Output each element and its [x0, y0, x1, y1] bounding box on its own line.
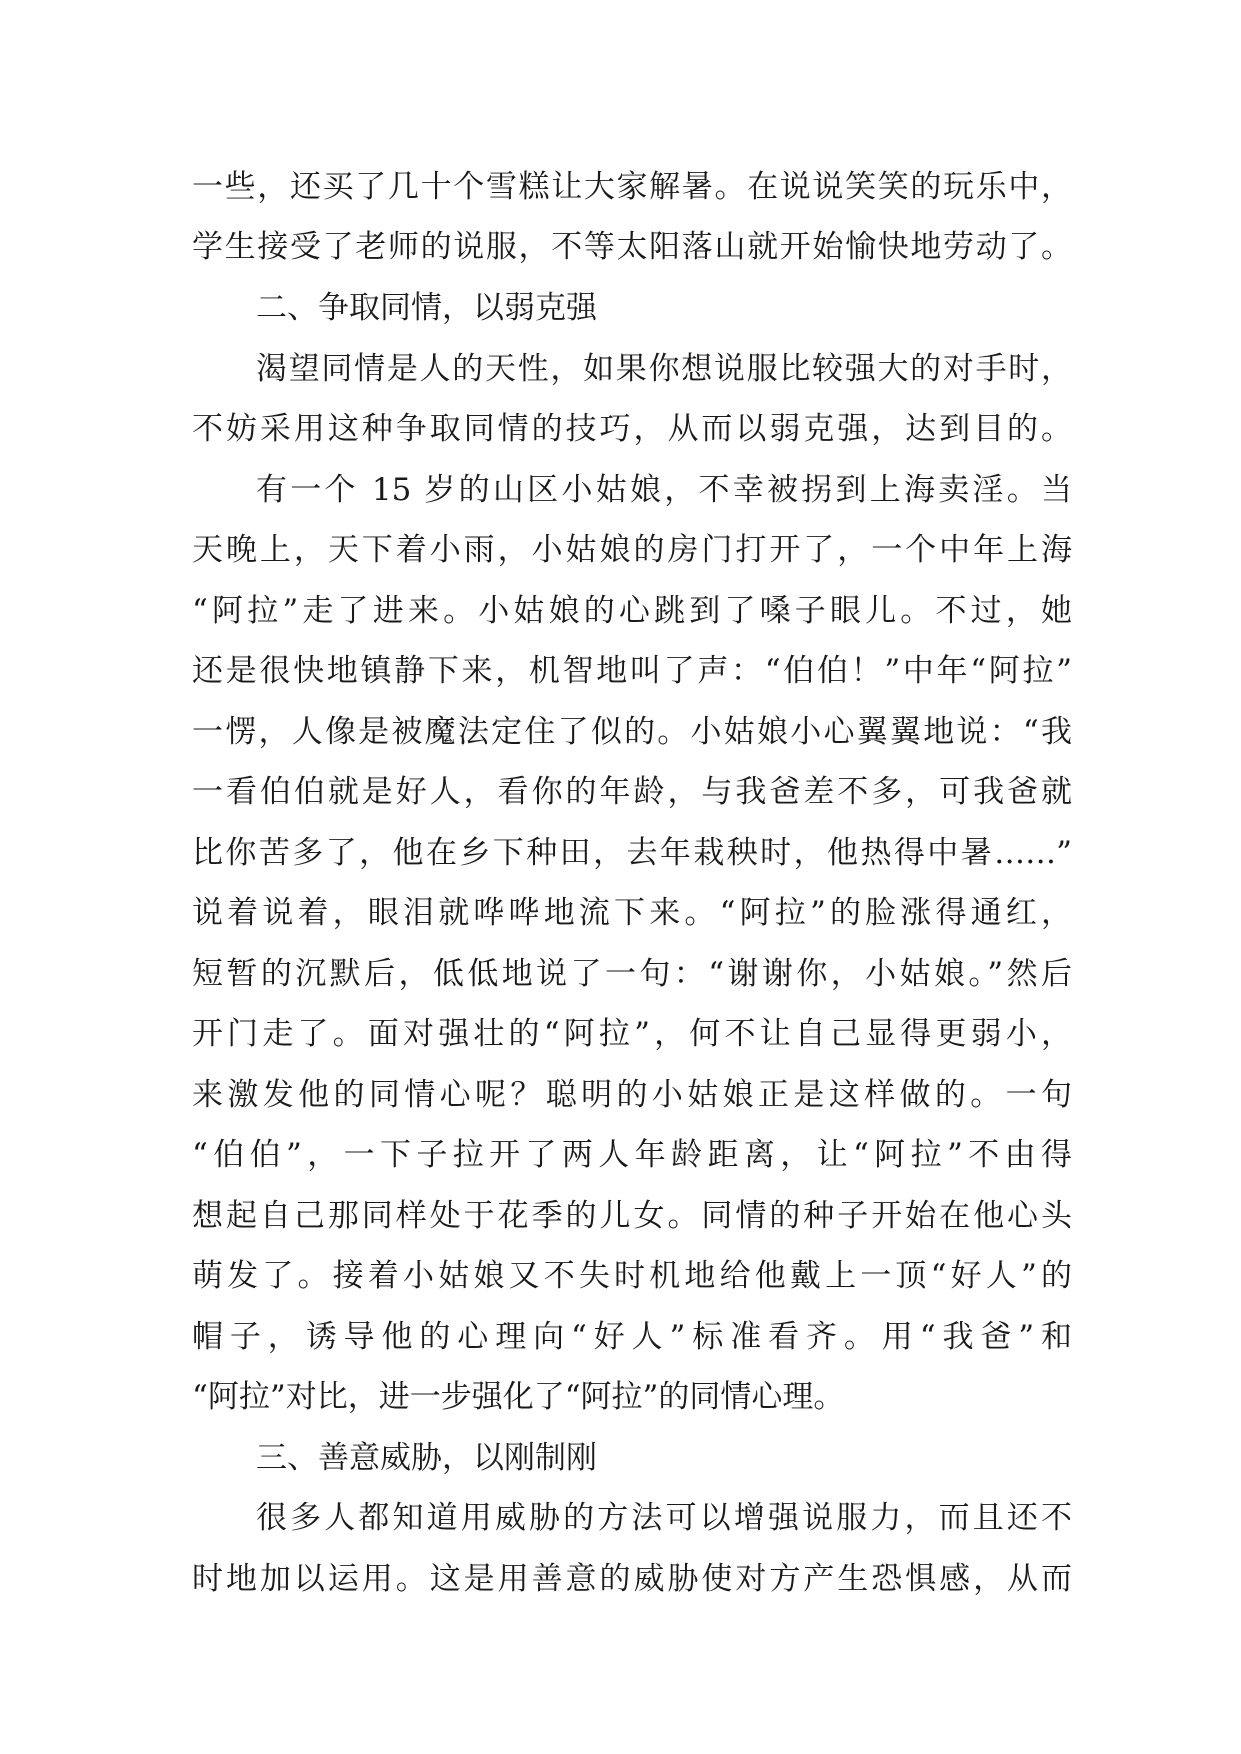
paragraph-line: 有一个 15 岁的山区小姑娘，不幸被拐到上海卖淫。当 — [256, 472, 1072, 508]
paragraph-line: 短暂的沉默后，低低地说了一句：“谢谢你，小姑娘。”然后 — [192, 956, 1072, 992]
paragraph-line: 一些，还买了几十个雪糕让大家解暑。在说说笑笑的玩乐中， — [192, 169, 1072, 205]
paragraph-line: “伯伯”，一下子拉开了两人年龄距离，让“阿拉”不由得 — [192, 1137, 1072, 1173]
paragraph-line: 开门走了。面对强壮的“阿拉”，何不让自己显得更弱小， — [192, 1016, 1072, 1052]
paragraph-line: 一看伯伯就是好人，看你的年龄，与我爸差不多，可我爸就 — [192, 774, 1072, 810]
paragraph-line: 学生接受了老师的说服，不等太阳落山就开始愉快地劳动了。 — [192, 229, 1072, 265]
paragraph-line: 渴望同情是人的天性，如果你想说服比较强大的对手时， — [256, 351, 1072, 387]
paragraph-line: 还是很快地镇静下来，机智地叫了声：“伯伯！”中年“阿拉” — [192, 653, 1072, 689]
paragraph-line: 很多人都知道用威胁的方法可以增强说服力，而且还不 — [256, 1500, 1072, 1536]
paragraph-line: 来激发他的同情心呢？聪明的小姑娘正是这样做的。一句 — [192, 1077, 1072, 1113]
paragraph-line: 天晚上，天下着小雨，小姑娘的房门打开了，一个中年上海 — [192, 532, 1072, 568]
paragraph-line: 想起自己那同样处于花季的儿女。同情的种子开始在他心头 — [192, 1198, 1072, 1234]
paragraph-line: 不妨采用这种争取同情的技巧，从而以弱克强，达到目的。 — [192, 411, 1072, 447]
paragraph-line: 萌发了。接着小姑娘又不失时机地给他戴上一顶“好人”的 — [192, 1258, 1072, 1294]
section-heading: 三、善意威胁，以刚制刚 — [256, 1440, 597, 1476]
paragraph-line: 一愣，人像是被魔法定住了似的。小姑娘小心翼翼地说：“我 — [192, 714, 1072, 750]
section-heading: 二、争取同情，以弱克强 — [256, 290, 597, 326]
paragraph-line: 说着说着，眼泪就哗哗地流下来。“阿拉”的脸涨得通红， — [192, 895, 1072, 931]
paragraph-line: 比你苦多了，他在乡下种田，去年栽秧时，他热得中暑……” — [192, 835, 1072, 871]
paragraph-line: 帽子，诱导他的心理向“好人”标准看齐。用“我爸”和 — [192, 1319, 1072, 1355]
paragraph-line: “阿拉”对比，进一步强化了“阿拉”的同情心理。 — [192, 1379, 845, 1415]
paragraph-line: 时地加以运用。这是用善意的威胁使对方产生恐惧感，从而 — [192, 1561, 1072, 1597]
paragraph-line: “阿拉”走了进来。小姑娘的心跳到了嗓子眼儿。不过，她 — [192, 593, 1072, 629]
